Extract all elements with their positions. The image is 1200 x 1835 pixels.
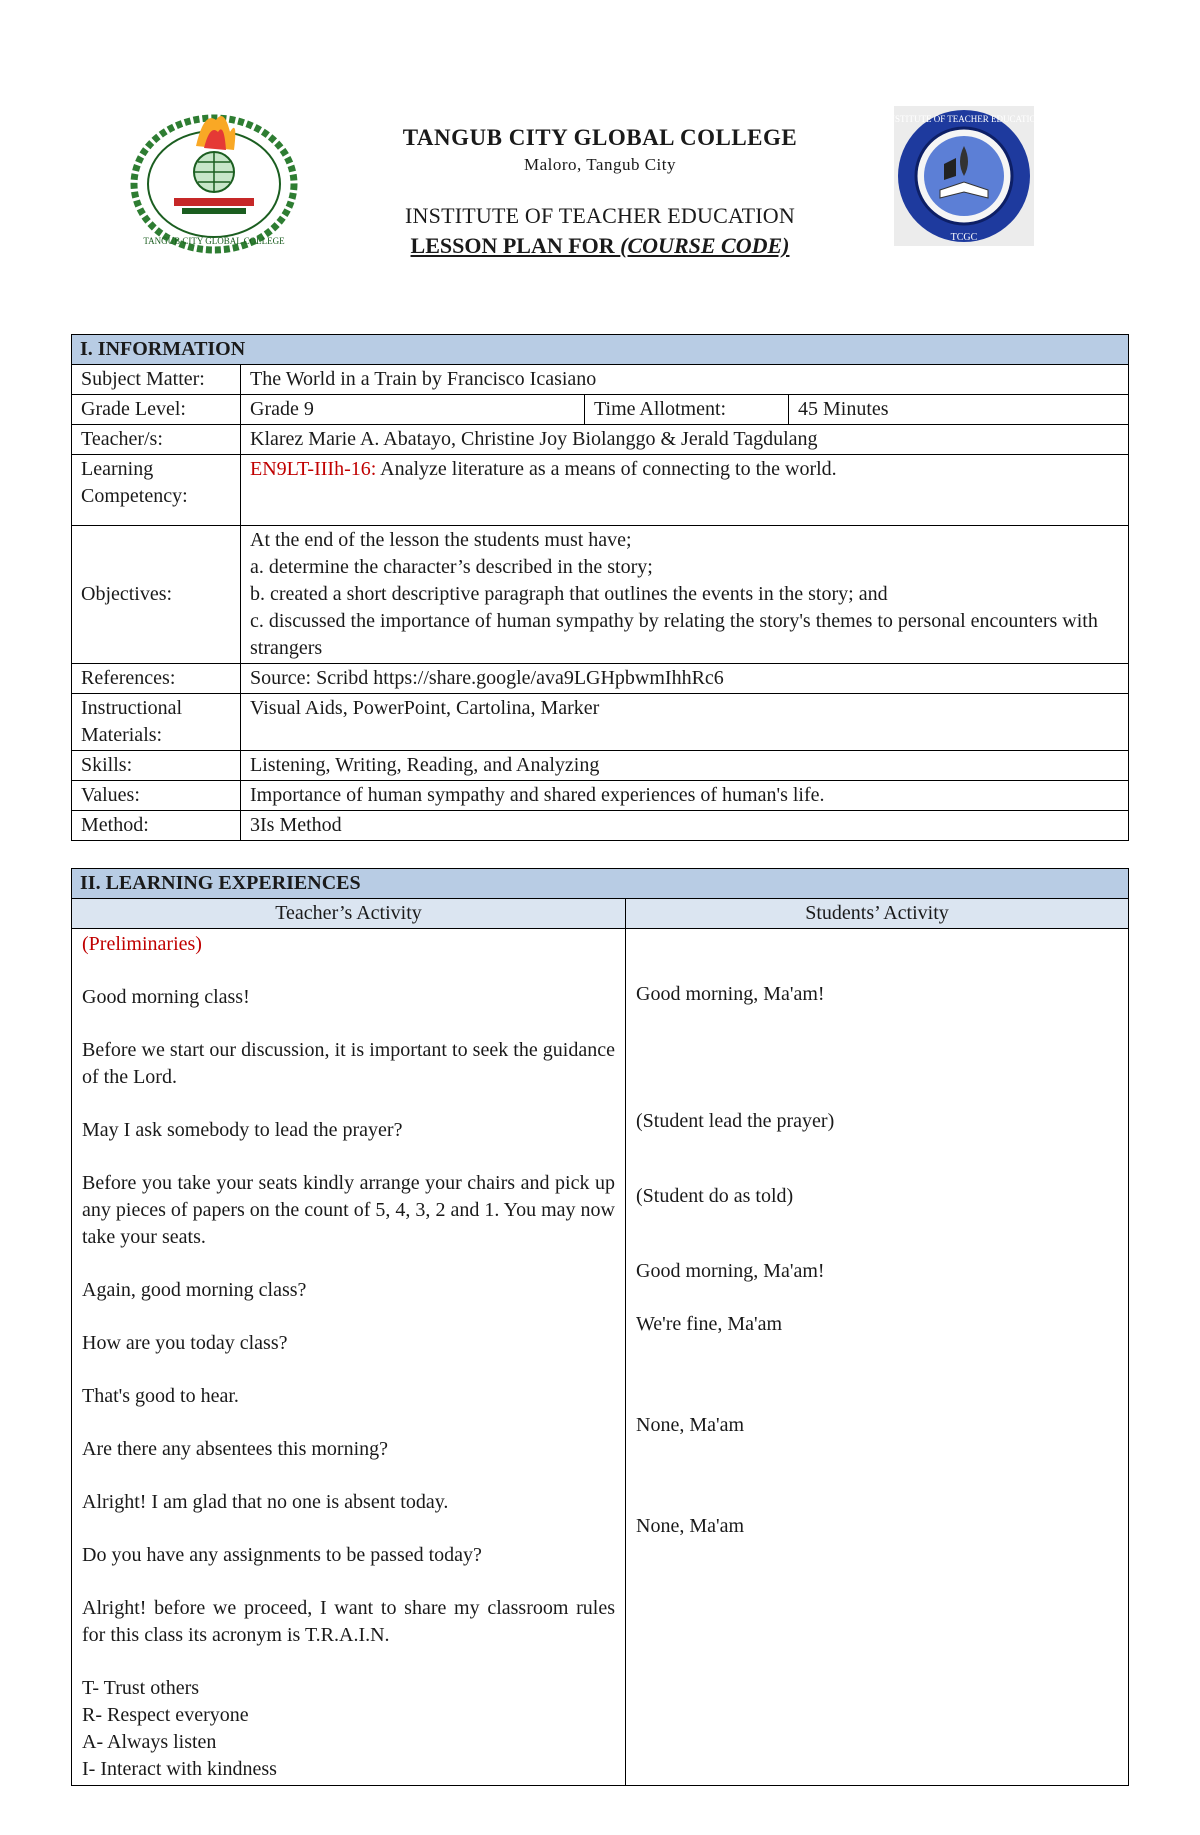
references-row [72,664,1129,694]
information-title: I. INFORMATION [72,335,1129,365]
teacher-line-8: Are there any absentees this morning? [82,1438,389,1460]
skills-row [72,751,1129,781]
information-section-header [72,335,1129,365]
subject-matter-label: Subject Matter: [72,365,241,395]
activity-column-headers [72,899,1129,929]
objective-c: c. discussed the importance of human sympathy by relating the story's themes to personal encounters with strangers [250,610,1098,659]
school-address: Maloro, Tangub City [523,155,677,174]
method-row [72,811,1129,841]
materials-label-line1: Instructional [81,697,183,719]
title-block [300,125,900,259]
teachers-label: Teacher/s: [72,425,241,455]
students-activity-cell [626,929,1129,1786]
student-line-2: (Student lead the prayer) [636,1110,835,1132]
rule-r: R- Respect everyone [82,1704,249,1726]
teacher-line-5: Again, good morning class? [82,1279,307,1301]
values-label: Values: [72,781,241,811]
teacher-line-1: Good morning class! [82,986,250,1008]
student-line-5: We're fine, Ma'am [636,1313,783,1335]
teacher-line-4: Before you take your seats kindly arrange your chairs and pick up any pieces of papers on the count of 5, 4, 3, 2 and 1. You may now take your seats. [82,1172,615,1248]
time-allotment-label: Time Allotment: [585,395,789,425]
teachers-row [72,425,1129,455]
values-value: Importance of human sympathy and shared experiences of human's life. [241,781,1129,811]
teacher-activity-header: Teacher’s Activity [72,899,626,929]
student-line-1: Good morning, Ma'am! [636,983,825,1005]
materials-row [72,694,1129,751]
competency-label-line2: Competency: [81,485,188,507]
materials-label-line2: Materials: [81,724,163,746]
student-line-3: (Student do as told) [636,1185,794,1207]
lesson-plan-title [300,233,900,259]
learning-experiences-title: II. LEARNING EXPERIENCES [72,869,1129,899]
competency-label-line1: Learning [81,458,154,480]
preliminaries-label: (Preliminaries) [82,933,202,955]
rule-i: I- Interact with kindness [82,1758,277,1780]
learning-experiences-table [71,868,1129,1786]
subject-matter-value: The World in a Train by Francisco Icasiano [241,365,1129,395]
teacher-line-6: How are you today class? [82,1332,288,1354]
school-name: TANGUB CITY GLOBAL COLLEGE [402,125,798,150]
grade-level-row [72,395,1129,425]
materials-value: Visual Aids, PowerPoint, Cartolina, Marker [241,694,1129,751]
objectives-label: Objectives: [72,526,241,664]
teacher-line-9: Alright! I am glad that no one is absent today. [82,1491,449,1513]
student-line-6: None, Ma'am [636,1414,745,1436]
teacher-line-2: Before we start our discussion, it is important to seek the guidance of the Lord. [82,1039,615,1088]
method-label: Method: [72,811,241,841]
activity-row [72,929,1129,1786]
teacher-line-3: May I ask somebody to lead the prayer? [82,1119,403,1141]
objectives-row [72,526,1129,664]
students-activity-header: Students’ Activity [626,899,1129,929]
subject-matter-row [72,365,1129,395]
rule-t: T- Trust others [82,1677,200,1699]
institute-seal-logo [885,106,1043,246]
college-seal-logo [126,106,302,256]
learning-experiences-section-header [72,869,1129,899]
document-header [0,0,1200,300]
grade-level-label: Grade Level: [72,395,241,425]
objectives-value [241,526,1129,664]
right-logo-bottom-text: TCGC [950,232,978,243]
objective-b: b. created a short descriptive paragraph that outlines the events in the story; and [250,583,888,605]
teachers-value: Klarez Marie A. Abatayo, Christine Joy Biolanggo & Jerald Tagdulang [241,425,1129,455]
competency-text: Analyze literature as a means of connecting to the world. [376,458,837,480]
right-logo-text: INSTITUTE OF TEACHER EDUCATION [885,114,1043,124]
information-table [71,334,1129,841]
student-line-4: Good morning, Ma'am! [636,1260,825,1282]
teacher-activity-cell [72,929,626,1786]
teacher-line-7: That's good to hear. [82,1385,239,1407]
teacher-line-10: Do you have any assignments to be passed today? [82,1544,482,1566]
materials-label [72,694,241,751]
course-code: (COURSE CODE) [620,233,790,258]
competency-code: EN9LT-IIIh-16: [250,458,377,480]
student-line-7: None, Ma'am [636,1515,745,1537]
lesson-plan-prefix: LESSON PLAN FOR [410,233,621,258]
rule-a: A- Always listen [82,1731,217,1753]
skills-value: Listening, Writing, Reading, and Analyzing [241,751,1129,781]
institute-name: INSTITUTE OF TEACHER EDUCATION [405,203,795,228]
grade-level-value: Grade 9 [241,395,585,425]
objectives-intro: At the end of the lesson the students must have; [250,529,632,551]
method-value: 3Is Method [241,811,1129,841]
values-row [72,781,1129,811]
left-logo-text: TANGUB CITY GLOBAL COLLEGE [143,236,285,246]
competency-label [72,455,241,526]
competency-row [72,455,1129,526]
time-allotment-value: 45 Minutes [789,395,1129,425]
objective-a: a. determine the character’s described in the story; [250,556,653,578]
references-label: References: [72,664,241,694]
competency-value [241,455,1129,526]
skills-label: Skills: [72,751,241,781]
teacher-line-11: Alright! before we proceed, I want to share my classroom rules for this class its acronym is T.R.A.I.N. [82,1597,615,1646]
references-value: Source: Scribd https://share.google/ava9LGHpbwmIhhRc6 [241,664,1129,694]
